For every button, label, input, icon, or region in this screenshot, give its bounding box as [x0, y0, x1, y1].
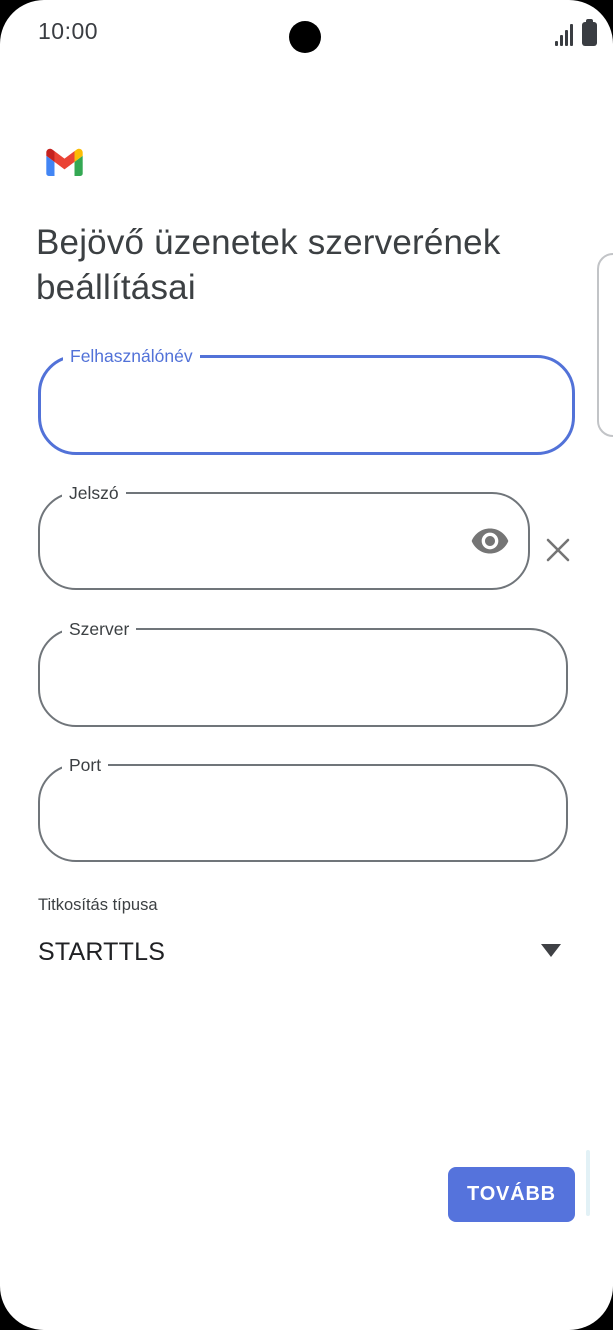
- gmail-logo: [46, 148, 83, 176]
- battery-icon: [582, 22, 597, 46]
- next-button[interactable]: TOVÁBB: [448, 1167, 575, 1222]
- clock: 10:00: [38, 18, 99, 44]
- username-label: Felhasználónév: [63, 346, 200, 367]
- username-field[interactable]: [38, 346, 575, 455]
- server-label: Szerver: [62, 619, 136, 640]
- status-bar: [0, 0, 613, 62]
- signal-strength-icon: [555, 24, 573, 46]
- page-title: Bejövő üzenetek szerverének beállításai: [36, 223, 501, 307]
- port-input[interactable]: [40, 766, 566, 860]
- password-label: Jelszó: [62, 483, 126, 504]
- server-input[interactable]: [40, 630, 566, 725]
- close-icon[interactable]: [534, 526, 582, 574]
- username-input[interactable]: [41, 358, 572, 452]
- encryption-dropdown[interactable]: [38, 934, 575, 980]
- caret-down-icon: [541, 944, 561, 957]
- encryption-type-label: Titkosítás típusa: [38, 896, 158, 914]
- port-label: Port: [62, 755, 108, 776]
- status-icons: [555, 20, 597, 46]
- offscreen-panel-edge: [597, 253, 613, 437]
- port-field[interactable]: [38, 755, 568, 862]
- scroll-indicator: [586, 1150, 590, 1216]
- server-field[interactable]: [38, 619, 568, 727]
- password-input[interactable]: [40, 494, 528, 588]
- encryption-selected-value: STARTTLS: [38, 938, 166, 966]
- password-field[interactable]: [38, 483, 530, 590]
- eye-icon[interactable]: [468, 519, 512, 563]
- navigation-bar: [0, 1250, 613, 1330]
- camera-punch-hole: [289, 21, 321, 53]
